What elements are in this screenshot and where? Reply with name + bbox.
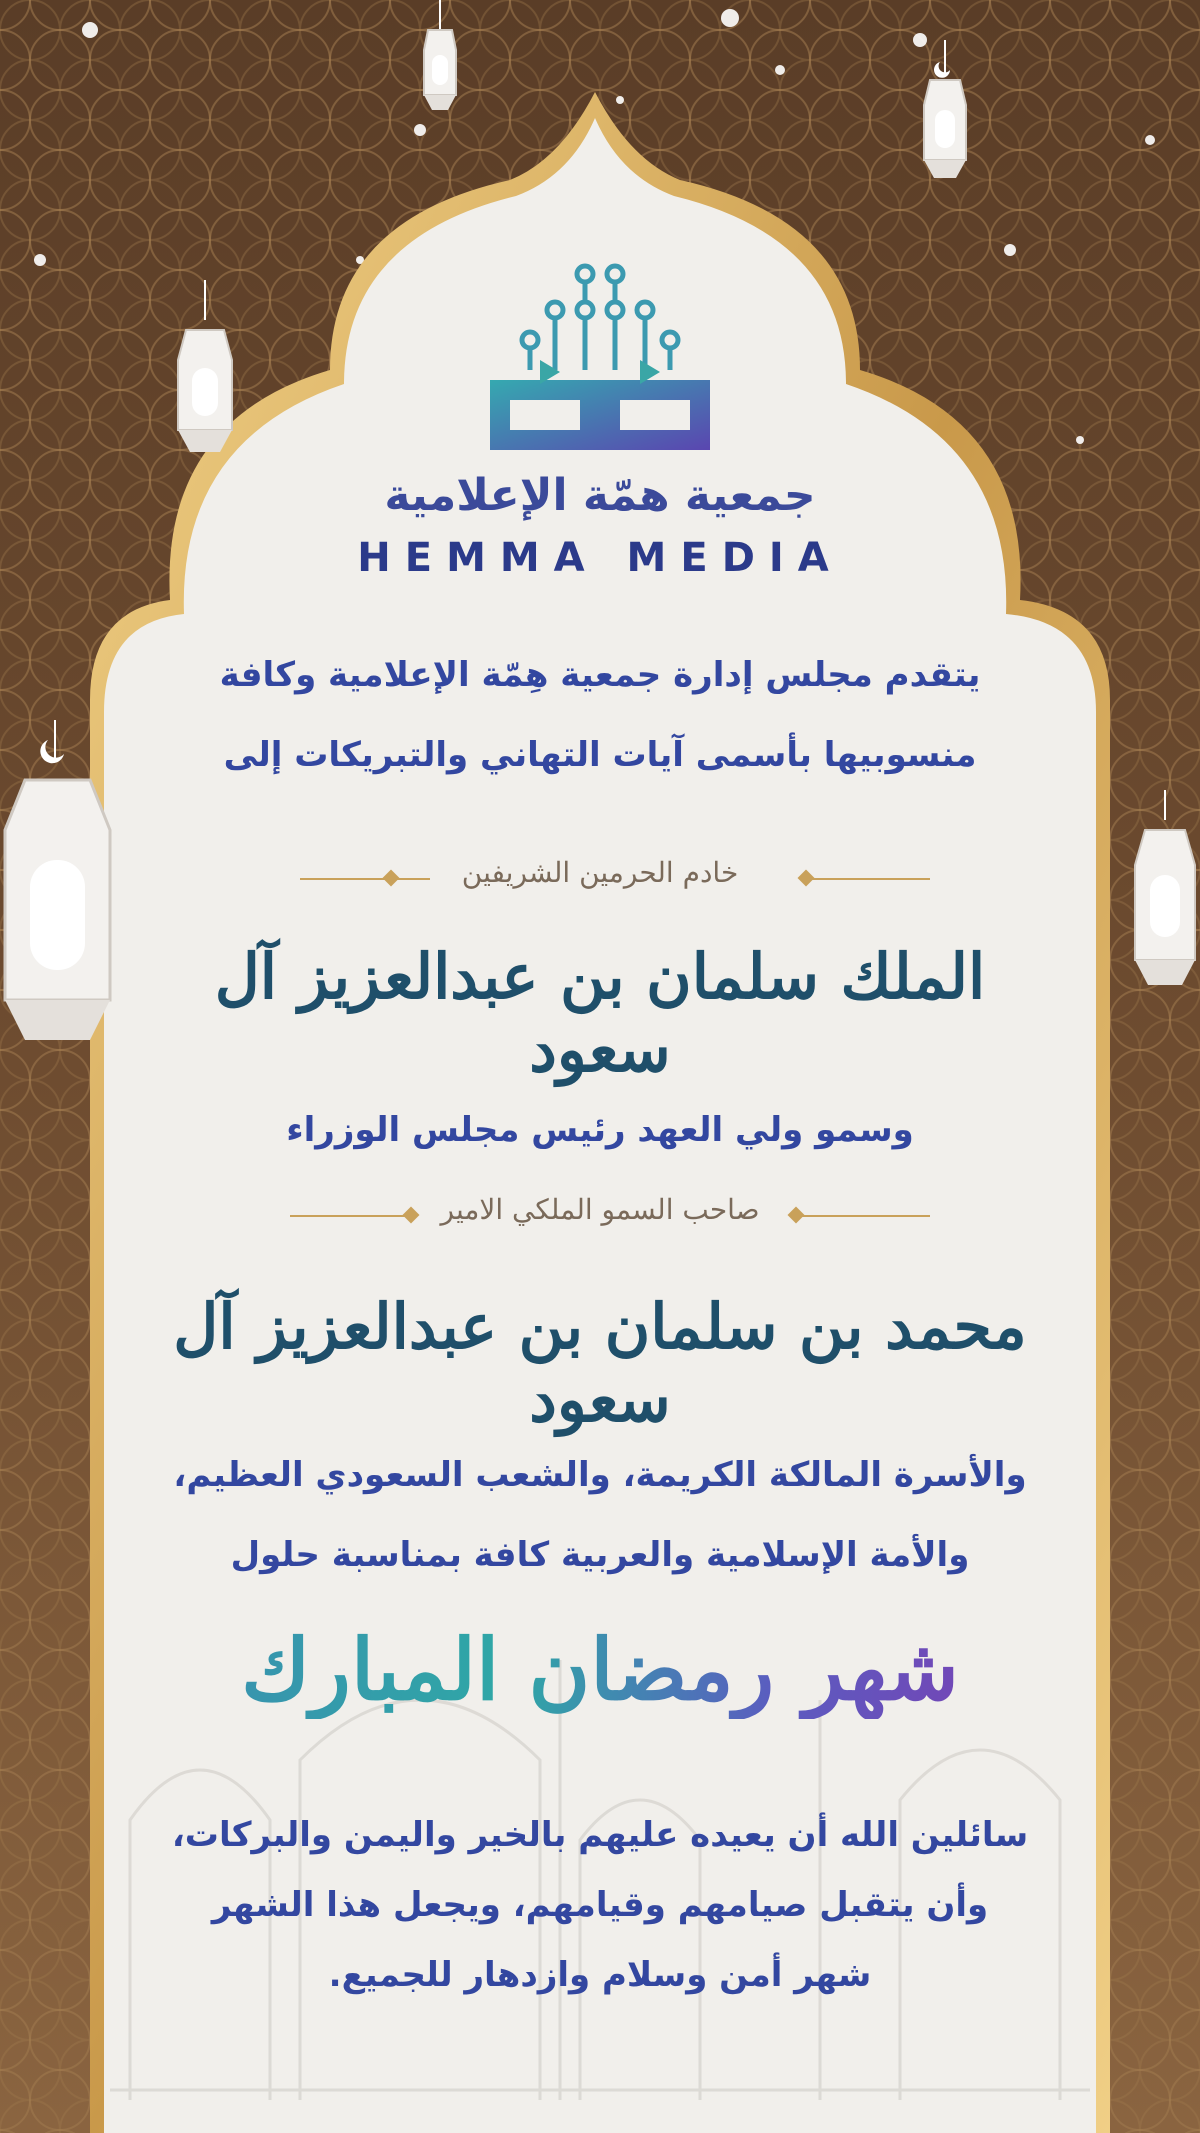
king-name: الملك سلمان بن عبدالعزيز آل سعود	[214, 940, 986, 1086]
crown-prince-intro: وسمو ولي العهد رئيس مجلس الوزراء	[286, 1110, 914, 1150]
lantern-icon	[0, 720, 130, 1080]
lantern-icon	[410, 0, 470, 120]
org-name-arabic: جمعية همّة الإعلامية	[384, 470, 816, 521]
intro-line-2: منسوبيها بأسمى آيات التهاني والتبريكات إلى	[223, 735, 977, 775]
king-title: خادم الحرمين الشريفين	[461, 856, 739, 889]
org-name-english: HEMMA MEDIA	[357, 535, 843, 581]
lantern-icon	[1120, 790, 1200, 1010]
closing-line-2: وأن يتقبل صيامهم وقيامهم، ويجعل هذا الشهر	[211, 1885, 989, 1925]
occasion-line-1: والأسرة المالكة الكريمة، والشعب السعودي العظيم،	[173, 1455, 1027, 1495]
crescent-icon	[934, 62, 950, 78]
lantern-icon	[160, 280, 250, 470]
crown-prince-title: صاحب السمو الملكي الامير	[440, 1193, 760, 1226]
logo-mark-icon	[470, 260, 730, 460]
intro-line-1: يتقدم مجلس إدارة جمعية هِمّة الإعلامية وكافة	[219, 655, 981, 695]
crescent-icon	[40, 740, 64, 763]
lantern-icon	[910, 40, 980, 190]
ramadan-title: شهر رمضان المبارك	[160, 1620, 1040, 1719]
occasion-line-2: والأمة الإسلامية والعربية كافة بمناسبة حلول	[230, 1535, 970, 1575]
closing-line-3: شهر أمن وسلام وازدهار للجميع.	[328, 1955, 872, 1995]
closing-line-1: سائلين الله أن يعيده عليهم بالخير واليمن والبركات،	[171, 1815, 1029, 1855]
crown-prince-name: محمد بن سلمان بن عبدالعزيز آل سعود	[173, 1290, 1027, 1436]
